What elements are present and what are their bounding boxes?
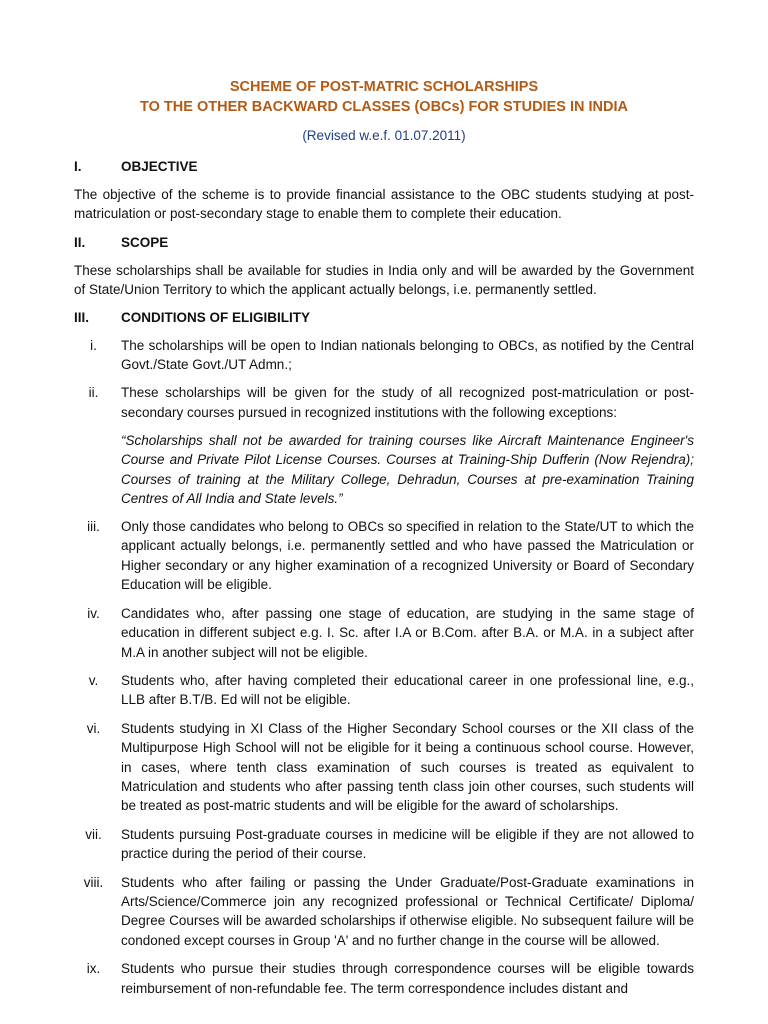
section-heading-scope [74,234,694,252]
document-title-line1: SCHEME OF POST-MATRIC SCHOLARSHIPS [229,79,539,95]
list-item-number: ii. [88,385,99,401]
list-item [74,671,694,710]
section-title: OBJECTIVE [121,159,198,174]
list-item-number: viii. [83,874,104,890]
document-title-line2: TO THE OTHER BACKWARD CLASSES (OBCs) FOR STUDIES IN INDIA [140,99,628,115]
section-title: CONDITIONS OF ELIGIBILITY [121,309,310,325]
section-heading-eligibility [74,309,694,327]
list-item-number: vii. [85,826,102,842]
section-number: I. [74,159,82,174]
list-item [74,383,694,422]
list-item [74,873,694,951]
section-heading-objective [74,158,694,176]
list-item [74,604,694,662]
list-item-number: v. [88,672,99,688]
list-item-number: ix. [86,961,101,977]
list-item [74,959,694,998]
list-item-number: iii. [87,519,100,535]
list-item-text: The scholarships will be open to Indian nationals belonging to OBCs, as notified by the Central Govt./State Govt./UT Admn.; [121,337,694,373]
scope-paragraph: These scholarships shall be available for studies in India only and will be awarded by the Government of State/Union Territory to which the applicant actually belongs, i.e. permanently settled. [74,262,694,298]
list-item-number: iv. [87,605,100,621]
exception-quote: “Scholarships shall not be awarded for training courses like Aircraft Maintenance Engineer's Course and Private Pilot License Courses. Courses at Training-Ship Dufferin (Now Rejendra); Courses of training at the Military College, Dehradun, Courses at pre-examination Training Centres of All India and State levels.” [121,433,694,506]
list-item-text: Students studying in XI Class of the Higher Secondary School courses or the XII class of the Multipurpose High School will not be eligible for it being a continuous school course. However, in cases, where tenth class examination of such courses is treated as equivalent to Matriculation and students who after passing tenth class join other courses, such students will be treated as post-matric students and will be eligible for the award of scholarships. [121,720,694,814]
list-item-text: Students pursuing Post-graduate courses in medicine will be eligible if they are not allowed to practice during the period of their course. [121,826,694,862]
section-title: SCOPE [121,234,169,250]
list-item [74,517,694,595]
list-item-number: i. [90,337,97,353]
list-item [74,336,694,375]
list-item-text: Students who after failing or passing the Under Graduate/Post-Graduate examinations in Arts/Science/Commerce join any recognized professional or Technical Certificate/ Diploma/ Degree Courses will be awarded scholarships if otherwise eligible. No subsequent failure will be condoned except courses in Group 'A' and no further change in the course will be allowed. [121,874,694,948]
list-item-text: Candidates who, after passing one stage of education, are studying in the same stage of education in different subject e.g. I. Sc. after I.A or B.Com. after B.A. or M.A. in a subject after M.A in another subject will not be eligible. [121,605,694,660]
revised-date: (Revised w.e.f. 01.07.2011) [302,128,466,143]
list-item [74,825,694,864]
section-number: III. [74,309,90,325]
list-item [74,719,694,816]
list-item-text: Only those candidates who belong to OBCs so specified in relation to the State/UT to which the applicant actually belongs, i.e. permanently settled and who have passed the Matriculation or Higher secondary or any higher examination of a recognized University or Board of Secondary Education will be eligible. [121,519,694,593]
section-number: II. [74,234,86,250]
list-item-text: Students who, after having completed their educational career in one professional line, e.g., LLB after B.T/B. Ed will not be eligible. [121,672,694,708]
objective-paragraph: The objective of the scheme is to provide financial assistance to the OBC students studying at post-matriculation or post-secondary stage to enable them to complete their education. [74,187,694,222]
list-item-number: vi. [86,720,101,736]
list-item-text: Students who pursue their studies through correspondence courses will be eligible towards reimbursement of non-refundable fee. The term correspondence includes distant and [121,961,694,996]
list-item-text: These scholarships will be given for the study of all recognized post-matriculation or post-secondary courses pursued in recognized institutions with the following exceptions: [121,385,694,420]
